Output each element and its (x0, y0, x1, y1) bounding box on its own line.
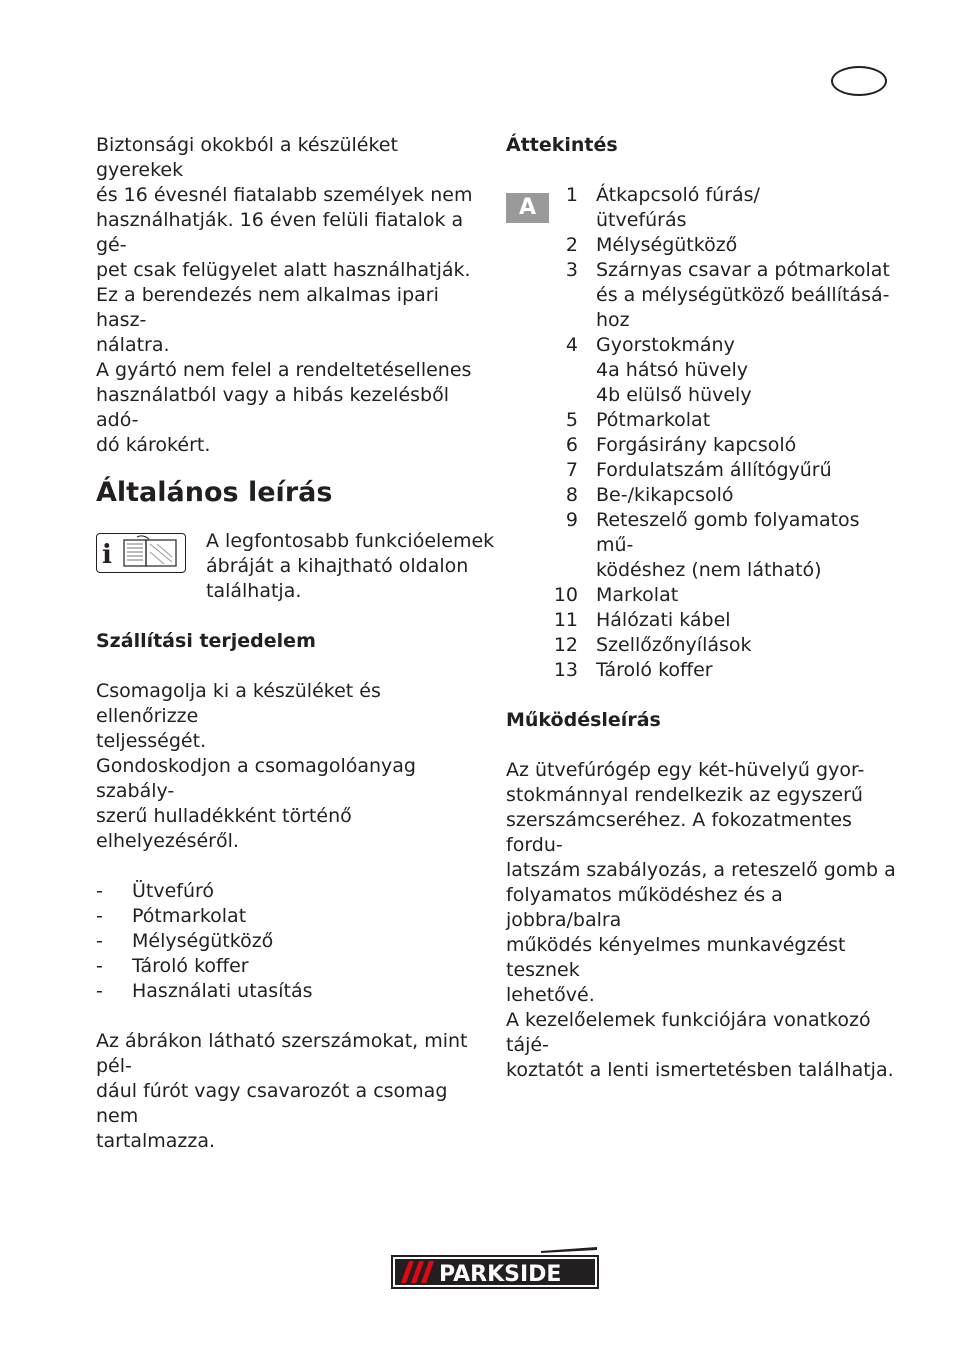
part-item (506, 608, 896, 633)
part-number: 5 (565, 409, 578, 431)
part-item (506, 183, 896, 208)
part-number: 12 (553, 634, 578, 656)
part-label: Forgásirány kapcsoló (596, 434, 797, 456)
part-item (506, 483, 896, 508)
part-number: 6 (565, 434, 578, 456)
part-item (506, 633, 896, 658)
part-item (506, 358, 896, 383)
info-note-text: A legfontosabb funkcióelemek ábráját a kihajtható oldalon találhatja. (206, 530, 495, 602)
part-item (506, 408, 896, 433)
part-number: 13 (553, 659, 578, 681)
figure-a-badge: A (506, 193, 549, 223)
note-paragraph: Az ábrákon látható szerszámokat, mint pél- dául fúrót vagy csavarozót a csomag nem tartalmazza. (96, 1030, 468, 1152)
list-item: - Ütvefúró (96, 879, 486, 904)
part-label: Szellőzőnyílások (596, 634, 752, 656)
part-number: 3 (565, 259, 578, 281)
part-number: 10 (553, 584, 578, 606)
svg-text:PARKSIDE: PARKSIDE (439, 1262, 562, 1287)
info-note (96, 529, 495, 604)
part-label: Fordulatszám állítógyűrű (596, 459, 832, 481)
part-label: ütvefúrás (596, 209, 687, 231)
part-label: hoz (596, 309, 630, 331)
part-label: 4a hátsó hüvely (596, 359, 749, 381)
delivery-list (96, 879, 486, 1004)
part-item (506, 508, 896, 558)
info-fold-out-icon (96, 533, 186, 573)
svg-text:i: i (102, 540, 112, 570)
part-item (506, 433, 896, 458)
delivery-paragraph: Csomagolja ki a készüléket és ellenőrizze teljességét. Gondoskodjon a csomagolóanyag szabály- szerű hulladékként történő elhelyezéséről. (96, 680, 416, 852)
part-item (506, 283, 896, 308)
heading-overview: Áttekintés (506, 134, 618, 156)
part-item (506, 458, 896, 483)
part-label: Tároló koffer (596, 659, 713, 681)
part-item (506, 258, 896, 283)
part-label: Mélységütköző (596, 234, 738, 256)
part-label: Gyorstokmány (596, 334, 735, 356)
heading-function-description: Működésleírás (506, 709, 661, 731)
list-item: - Mélységütköző (96, 929, 486, 954)
part-label: Szárnyas csavar a pótmarkolat (596, 259, 890, 281)
intro-paragraph: Biztonsági okokból a készüléket gyerekek és 16 évesnél fiatalabb személyek nem használhatják. 16 éven felüli fiatalok a gé- pet csak felügyelet alatt használhatják. Ez a berendezés nem alkalmas ipari hasz- nálatra. A gyártó nem felel a rendeltetésellenes használatból vagy a hibás kezelésből adó- dó károkért. (96, 134, 473, 456)
part-label: Átkapcsoló fúrás/ (596, 184, 760, 206)
part-item (506, 558, 896, 583)
part-number: 8 (565, 484, 578, 506)
part-label: ködéshez (nem látható) (596, 559, 822, 581)
part-item (506, 658, 896, 683)
part-number: 2 (565, 234, 578, 256)
part-item (506, 333, 896, 358)
parts-overview (506, 183, 896, 683)
part-label: Be-/kikapcsoló (596, 484, 734, 506)
part-number: 7 (565, 459, 578, 481)
language-badge (831, 66, 887, 96)
parkside-logo (391, 1247, 599, 1289)
part-label: és a mélységütköző beállításá- (596, 284, 890, 306)
part-label: Reteszelő gomb folyamatos mű- (596, 509, 860, 556)
list-item: - Használati utasítás (96, 979, 486, 1004)
heading-general-description: Általános leírás (96, 477, 333, 508)
part-item (506, 208, 896, 233)
part-label: 4b elülső hüvely (596, 384, 752, 406)
list-item: - Pótmarkolat (96, 904, 486, 929)
part-number: 11 (553, 609, 578, 631)
part-label: Hálózati kábel (596, 609, 731, 631)
parts-list (506, 183, 896, 683)
function-paragraph: Az ütvefúrógép egy két-hüvelyű gyor- stokmánnyal rendelkezik az egyszerű szerszámcseréhez. A fokozatmentes fordu- latszám szabályozás, a reteszelő gomb a folyamatos működéshez és a jobbra/balra működés kényelmes munkavégzést tesznek lehetővé. A kezelőelemek funkciójára vonatkozó tájé- koztatót a lenti ismertetésben találhatja. (506, 759, 896, 1081)
heading-delivery-scope: Szállítási terjedelem (96, 630, 316, 652)
part-number: 1 (565, 184, 578, 206)
list-item: - Tároló koffer (96, 954, 486, 979)
part-item (506, 233, 896, 258)
part-item (506, 308, 896, 333)
part-number: 4 (565, 334, 578, 356)
part-item (506, 383, 896, 408)
part-label: Markolat (596, 584, 679, 606)
part-number: 9 (565, 509, 578, 531)
left-column (96, 133, 495, 1154)
part-label: Pótmarkolat (596, 409, 711, 431)
part-item (506, 583, 896, 608)
right-column (506, 133, 896, 1083)
